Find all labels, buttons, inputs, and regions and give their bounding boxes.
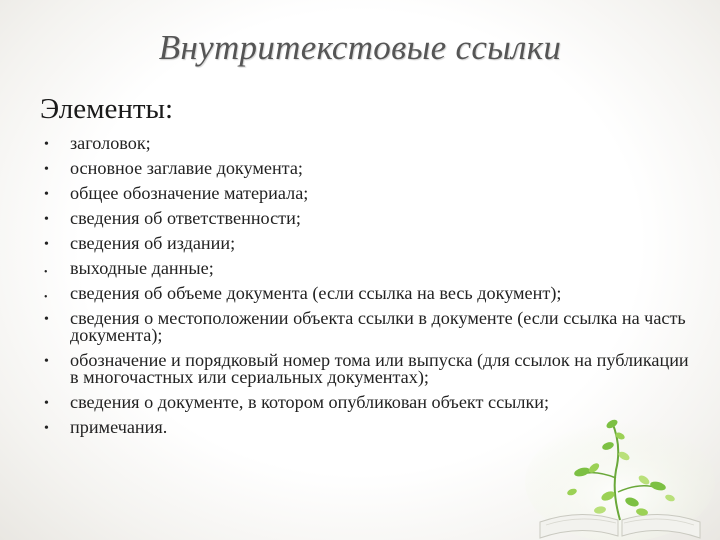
list-item: • сведения об ответственности; [44, 208, 301, 228]
elements-list [44, 135, 694, 444]
bullet-icon: • [44, 187, 49, 202]
list-item: • общее обозначение материала; [44, 183, 309, 203]
slide-title: Внутритекстовые ссылки [158, 28, 562, 67]
bullet-icon: • [44, 292, 48, 303]
list-item: • заголовок; [44, 133, 151, 153]
bullet-icon: • [44, 212, 49, 227]
bullet-icon: • [44, 312, 49, 327]
list-item: • сведения об объеме документа (если ссылка на весь документ); [44, 285, 694, 302]
list-item: • обозначение и порядковый номер тома или выпуска (для ссылок на публикации в многочастных или сериальных документах); [44, 350, 689, 387]
list-item: • сведения о документе, в котором опубликован объект ссылки; [44, 392, 550, 412]
bullet-icon: • [44, 137, 49, 152]
list-item: • основное заглавие документа; [44, 158, 303, 178]
bullet-icon: • [44, 354, 49, 369]
bullet-icon: • [44, 162, 49, 177]
bullet-icon: • [44, 396, 49, 411]
bullet-icon: • [44, 237, 49, 252]
list-item: • примечания. [44, 417, 168, 437]
list-item: • сведения об издании; [44, 233, 236, 253]
book-sprout-illustration [520, 412, 720, 540]
section-heading: Элементы: [40, 93, 174, 125]
list-item: • выходные данные; [44, 260, 694, 277]
list-item: • сведения о местоположении объекта ссылки в документе (если ссылка на часть документа); [44, 308, 686, 345]
bullet-icon: • [44, 267, 48, 278]
bullet-icon: • [44, 421, 49, 436]
